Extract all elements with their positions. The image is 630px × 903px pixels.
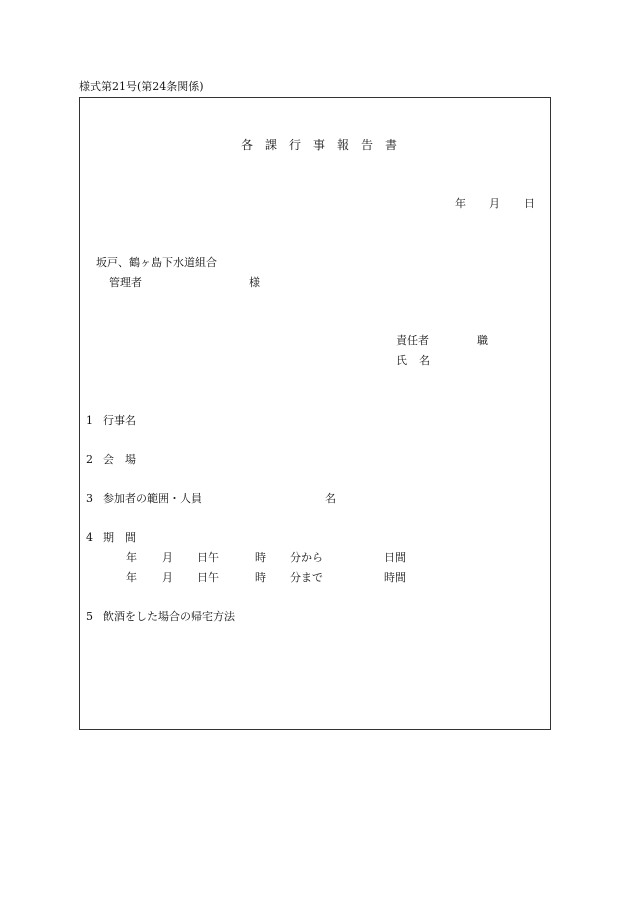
date-year-label: 年	[455, 197, 466, 210]
addressee-organization: 坂戸、鶴ヶ島下水道組合	[96, 256, 217, 269]
form-frame	[79, 97, 551, 730]
period-minute-from-label: 分から	[290, 551, 323, 564]
participants-unit-label: 名	[325, 492, 336, 505]
item-number: 1	[86, 414, 93, 427]
period-day-ampm-label: 日午	[197, 571, 219, 584]
item-participants-label: 参加者の範囲・人員	[103, 492, 202, 505]
item-period-label: 期 間	[103, 531, 136, 544]
period-hour-label: 時	[255, 571, 266, 584]
title-char: 課	[265, 138, 278, 152]
item-event-name-label: 行事名	[103, 414, 136, 427]
name-label-second: 名	[419, 354, 430, 367]
position-label: 職	[477, 334, 488, 347]
period-day-ampm-label: 日午	[197, 551, 219, 564]
item-return-method-label: 飲酒をした場合の帰宅方法	[103, 610, 235, 623]
item-number: 4	[86, 531, 93, 544]
title-char: 行	[289, 138, 302, 152]
form-number-label: 様式第21号(第24条関係)	[79, 80, 204, 93]
title-char: 告	[361, 138, 374, 152]
period-days-label: 日間	[384, 551, 406, 564]
item-number: 2	[86, 453, 93, 466]
period-hours-label: 時間	[384, 571, 406, 584]
addressee-honorific: 様	[249, 276, 260, 289]
title-char: 各	[241, 138, 254, 152]
name-label-first: 氏	[396, 354, 407, 367]
item-venue-label: 会 場	[103, 453, 136, 466]
item-number: 3	[86, 492, 93, 505]
date-month-label: 月	[489, 197, 500, 210]
period-year-label: 年	[126, 571, 137, 584]
period-month-label: 月	[162, 571, 173, 584]
title-char: 書	[385, 138, 398, 152]
addressee-role: 管理者	[109, 276, 142, 289]
date-day-label: 日	[524, 197, 535, 210]
period-minute-to-label: 分まで	[290, 571, 323, 584]
period-year-label: 年	[126, 551, 137, 564]
title-char: 事	[313, 138, 326, 152]
title-char: 報	[337, 138, 350, 152]
responsible-person-label: 責任者	[396, 334, 429, 347]
period-month-label: 月	[162, 551, 173, 564]
item-number: 5	[86, 610, 93, 623]
period-hour-label: 時	[255, 551, 266, 564]
